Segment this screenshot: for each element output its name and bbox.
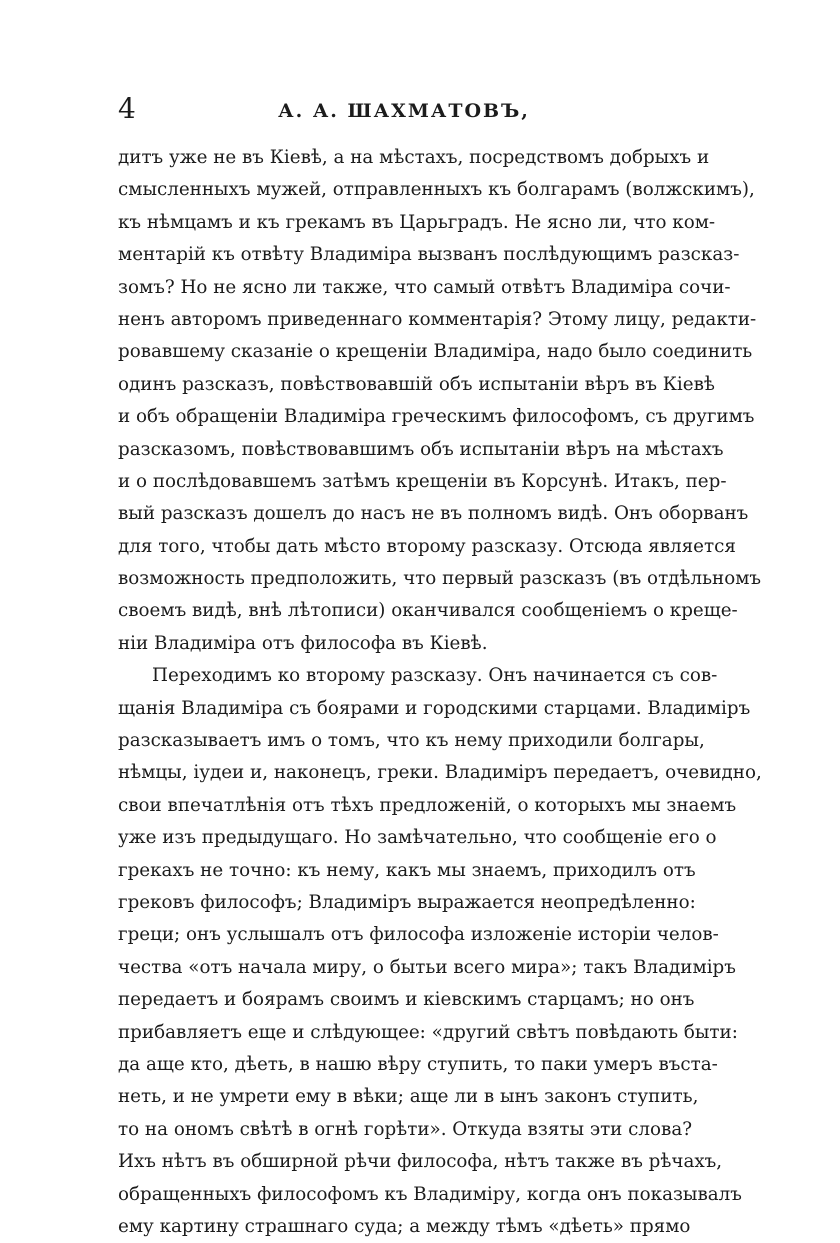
text-line: одинъ разсказъ, повѣствовавшій объ испытаніи вѣръ въ Кіевѣ	[118, 373, 715, 395]
text-line: грекахъ не точно: къ нему, какъ мы знаемъ, приходилъ отъ	[118, 859, 696, 881]
text-line: обращенныхъ философомъ къ Владиміру, когда онъ показывалъ	[118, 1183, 742, 1205]
text-line: зомъ? Но не ясно ли также, что самый отвѣтъ Владиміра сочи-	[118, 276, 731, 298]
text-line: разсказомъ, повѣствовавшимъ объ испытаніи вѣръ на мѣстахъ	[118, 438, 724, 460]
text-line: вый разсказъ дошелъ до насъ не въ полномъ видѣ. Онъ оборванъ	[118, 503, 749, 525]
page-header	[118, 92, 690, 132]
text-line: разсказываетъ имъ о томъ, что къ нему приходили болгары,	[118, 730, 705, 752]
text-line: и о послѣдовавшемъ затѣмъ крещеніи въ Корсунѣ. Итакъ, пер-	[118, 470, 727, 492]
text-line: щанія Владиміра съ боярами и городскими старцами. Владиміръ	[118, 697, 751, 719]
text-line: то на ономъ свѣтѣ в огнѣ горѣти». Откуда взяты эти слова?	[118, 1118, 693, 1140]
paragraph-2	[118, 660, 762, 1243]
text-line: прибавляетъ еще и слѣдующее: «другий свѣтъ повѣдають быти:	[118, 1021, 738, 1043]
text-line: нѣмцы, іудеи и, наконецъ, греки. Владиміръ передаетъ, очевидно,	[118, 762, 762, 784]
text-line: неть, и не умрети ему в вѣки; аще ли в ынъ законъ ступить,	[118, 1086, 699, 1108]
text-line: Переходимъ ко второму разсказу. Онъ начинается съ сов-	[152, 665, 718, 687]
text-line: грековъ философъ; Владиміръ выражается неопредѣленно:	[118, 891, 696, 913]
text-line: Ихъ нѣтъ въ обширной рѣчи философа, нѣтъ также въ рѣчахъ,	[118, 1151, 723, 1173]
text-line: возможность предположить, что первый разсказъ (въ отдѣльномъ	[118, 568, 762, 590]
text-line: чества «отъ начала миру, о бытьи всего мира»; такъ Владиміръ	[118, 956, 736, 978]
page-number: 4	[118, 92, 136, 125]
body-text	[118, 142, 762, 1243]
text-line: для того, чтобы дать мѣсто второму разсказу. Отсюда является	[118, 535, 736, 557]
text-line: греци; онъ услышалъ отъ философа изложеніе исторіи челов-	[118, 924, 719, 946]
text-line: ментарій къ отвѣту Владиміра вызванъ послѣдующимъ разсказ-	[118, 244, 740, 266]
text-line: уже изъ предыдущаго. Но замѣчательно, что сообщеніе его о	[118, 827, 717, 849]
text-line: своемъ видѣ, внѣ лѣтописи) оканчивался сообщеніемъ о креще-	[118, 600, 738, 622]
text-line: да аще кто, дѣеть, в нашю вѣру ступить, то паки умеръ въста-	[118, 1053, 718, 1075]
text-line: ему картину страшнаго суда; а между тѣмъ «дѣеть» прямо	[118, 1215, 691, 1237]
text-line: передаетъ и боярамъ своимъ и кіевскимъ старцамъ; но онъ	[118, 989, 695, 1011]
paragraph-1	[118, 142, 762, 660]
text-line: ненъ авторомъ приведеннаго комментарія? Этому лицу, редакти-	[118, 308, 757, 330]
text-line: смысленныхъ мужей, отправленныхъ къ болгарамъ (волжскимъ),	[118, 179, 755, 201]
text-line: къ нѣмцамъ и къ грекамъ въ Царьградъ. Не ясно ли, что ком-	[118, 211, 716, 233]
text-line: дитъ уже не въ Кіевѣ, а на мѣстахъ, посредствомъ добрыхъ и	[118, 147, 710, 168]
text-line: и объ обращеніи Владиміра греческимъ философомъ, съ другимъ	[118, 406, 755, 428]
text-line: ніи Владиміра отъ философа въ Кіевѣ.	[118, 632, 488, 654]
text-line: ровавшему сказаніе о крещеніи Владиміра, надо было соединить	[118, 341, 753, 363]
running-head: А. А. ШАХМАТОВЪ,	[278, 100, 530, 122]
text-line: свои впечатлѣнія отъ тѣхъ предложеній, о которыхъ мы знаемъ	[118, 794, 737, 816]
